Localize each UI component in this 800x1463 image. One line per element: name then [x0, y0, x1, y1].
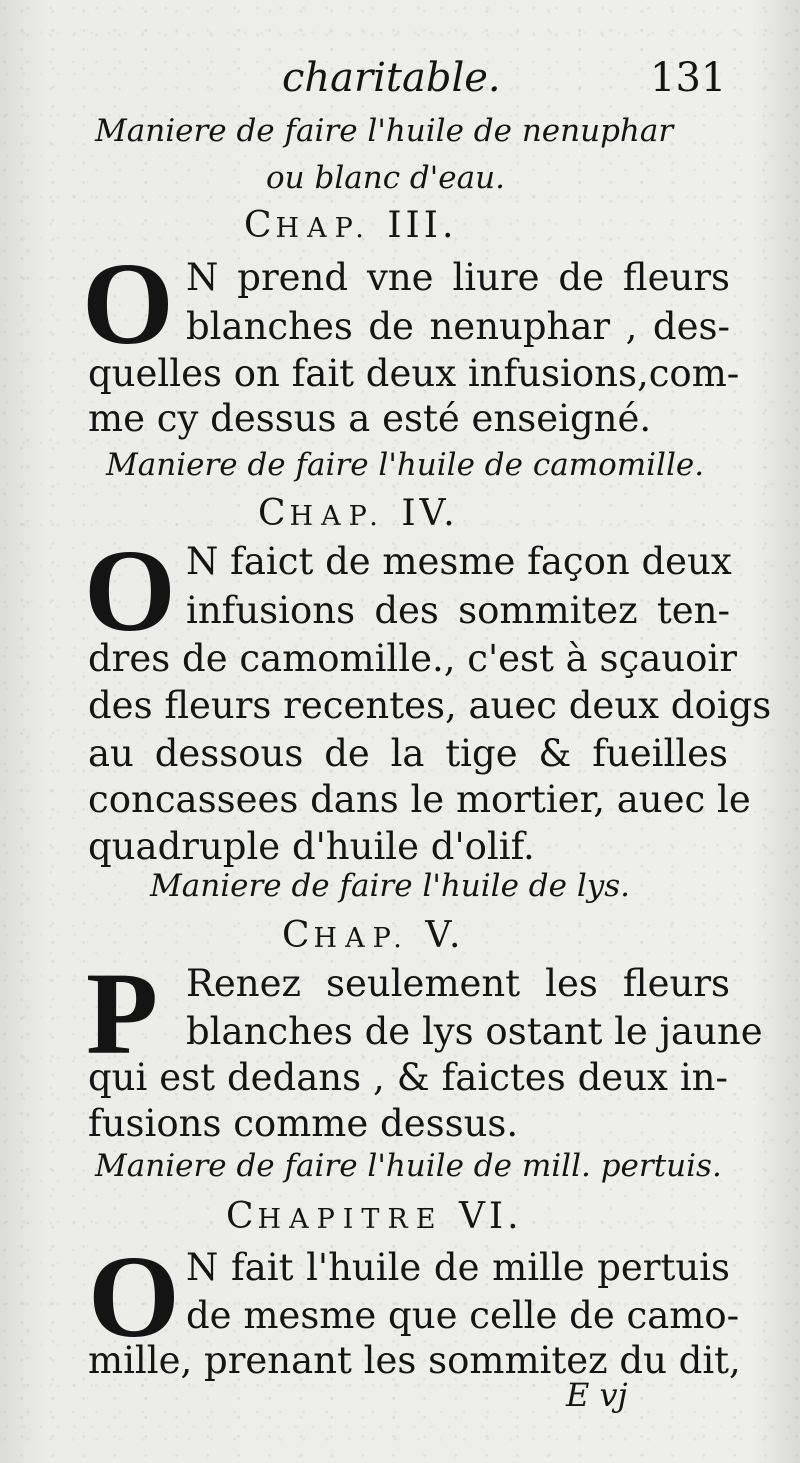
drop-cap: O [88, 1231, 180, 1362]
text-line: Renez seulement les fleurs [186, 962, 730, 1005]
drop-cap: P [86, 948, 159, 1079]
section-subtitle: Maniere de faire l'huile de nenuphar [95, 113, 674, 149]
page-number: 131 [650, 55, 727, 101]
text-line: blanches de nenuphar , des- [186, 305, 730, 348]
text-line: des fleurs recentes, auec deux doigs [88, 684, 772, 727]
text-line: quelles on fait deux infusions,com- [88, 352, 740, 395]
running-title: charitable. [282, 55, 501, 101]
chapter-heading: CHAP. IV. [258, 493, 459, 534]
section-subtitle: Maniere de faire l'huile de lys. [150, 868, 631, 904]
drop-cap: O [82, 238, 174, 369]
text-line: me cy dessus a esté enseigné. [88, 397, 652, 440]
text-line: mille, prenant les sommitez du dit, [88, 1339, 741, 1382]
text-line: N prend vne liure de fleurs [186, 256, 730, 299]
chapter-heading: CHAPITRE VI. [226, 1196, 523, 1237]
text-line: N fait l'huile de mille pertuis [186, 1246, 730, 1289]
drop-cap: O [84, 525, 176, 656]
text-line: concassees dans le mortier, auec le [88, 778, 751, 821]
text-line: dres de camomille., c'est à sçauoir [88, 637, 737, 680]
text-line: blanches de lys ostant le jaune [186, 1010, 763, 1053]
text-line: au dessous de la tige & fueilles [88, 732, 728, 775]
section-subtitle: ou blanc d'eau. [266, 160, 505, 196]
chapter-heading: CHAP. V. [282, 915, 465, 956]
section-subtitle: Maniere de faire l'huile de mill. pertuis. [95, 1148, 722, 1184]
text-line: qui est dedans , & faictes deux in- [88, 1056, 728, 1099]
text-line: quadruple d'huile d'olif. [88, 825, 535, 868]
text-line: de mesme que celle de camo- [186, 1294, 740, 1337]
chapter-heading: CHAP. III. [244, 205, 458, 246]
text-line: fusions comme dessus. [88, 1102, 519, 1145]
section-subtitle: Maniere de faire l'huile de camomille. [106, 447, 705, 483]
text-line: N faict de mesme façon deux [186, 540, 732, 583]
text-line: infusions des sommitez ten- [186, 589, 730, 632]
signature-mark: E vj [566, 1376, 628, 1414]
